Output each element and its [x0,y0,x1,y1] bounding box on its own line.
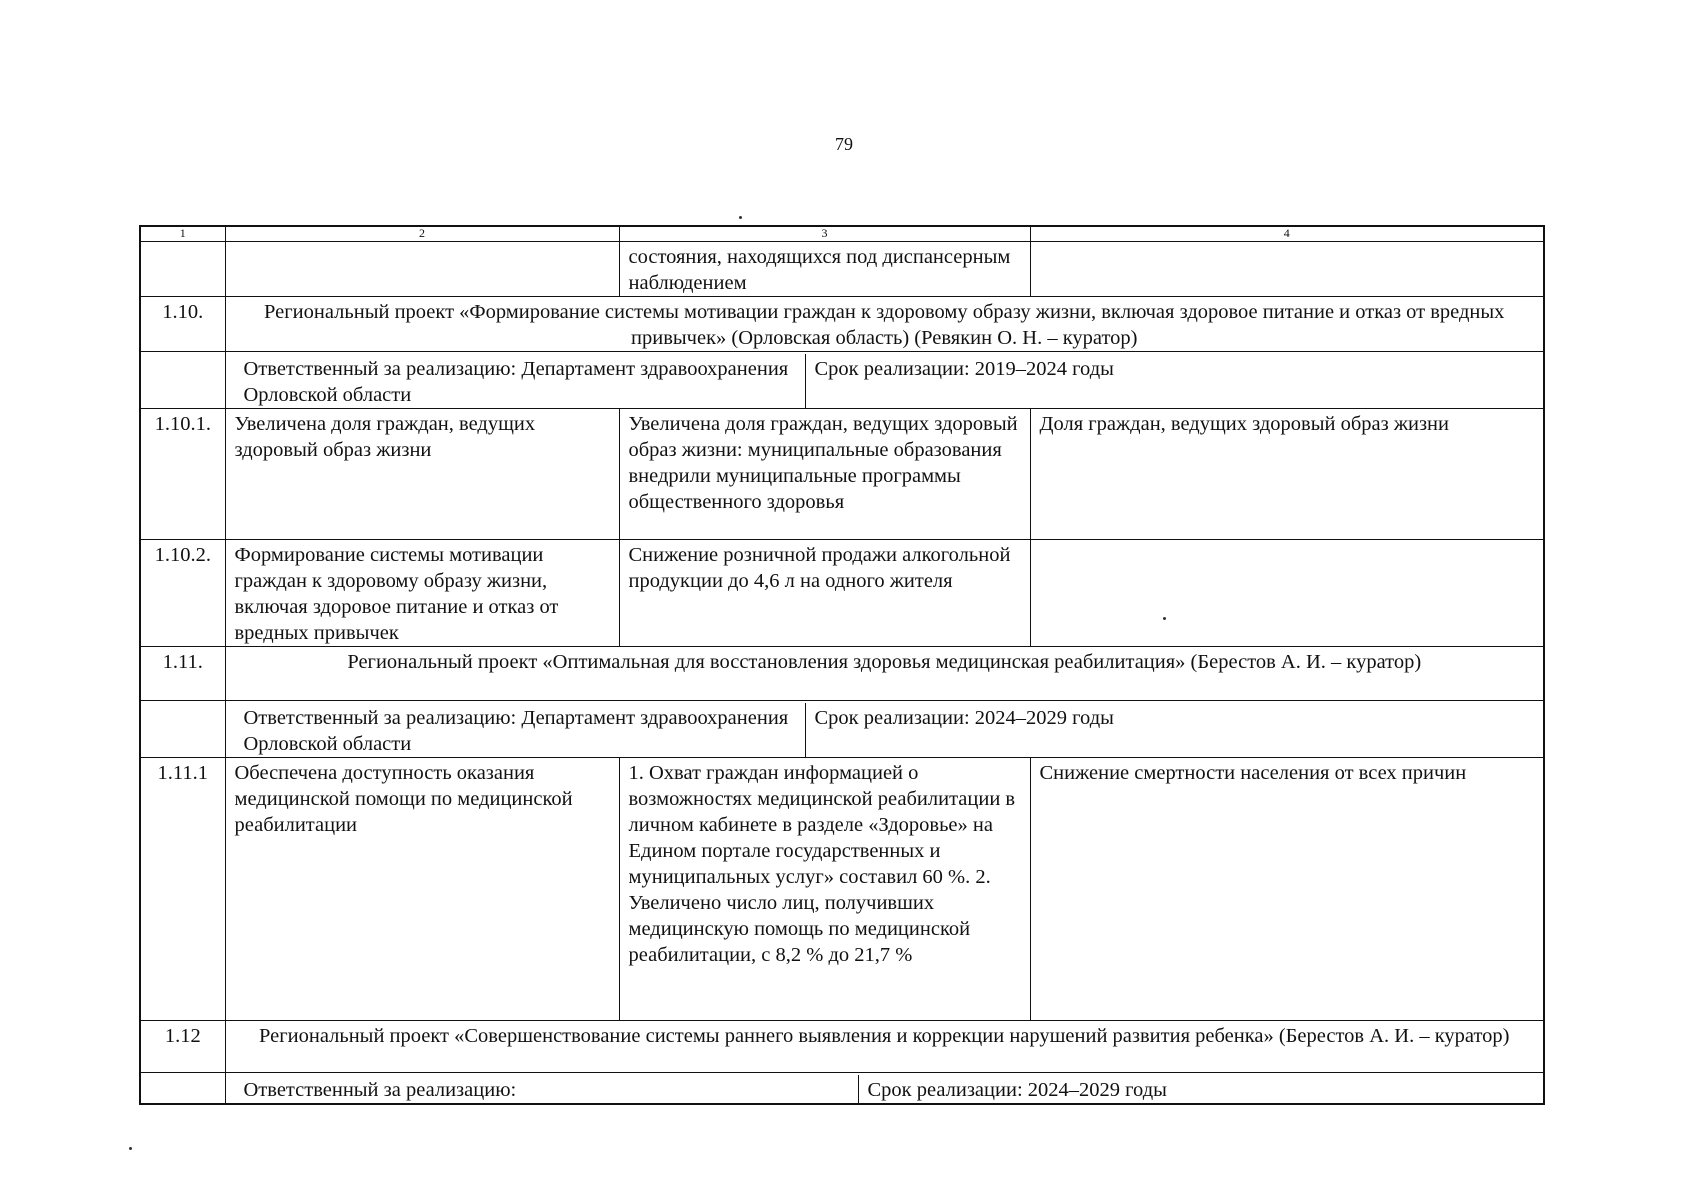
responsible-label: Ответственный за реализацию: Департамент здравоохранения Орловской области [235,354,806,408]
row-number: 1.10.2. [140,540,225,647]
project-title: Региональный проект «Оптимальная для восстановления здоровья медицинская реабилитация» (Берестов А. И. – куратор) [225,647,1544,701]
cell-col4: Снижение смертности населения от всех причин [1030,758,1544,1021]
row-number [140,1073,225,1105]
responsible-row [140,352,1544,409]
cell-col3: Увеличена доля граждан, ведущих здоровый образ жизни: муниципальные образования внедрили муниципальные программы общественного здоровья [619,409,1030,540]
term-label: Срок реализации: 2024–2029 годы [867,1079,1167,1101]
cell-col2: Обеспечена доступность оказания медицинской помощи по медицинской реабилитации [225,758,619,1021]
column-number-row [140,226,1544,242]
cell-col3: состояния, находящихся под диспансерным наблюдением [619,242,1030,297]
responsible-term-cell [225,1073,1544,1105]
project-row [140,647,1544,701]
scan-speck [129,1147,132,1150]
column-number: 4 [1030,226,1544,242]
column-number: 3 [619,226,1030,242]
row-number: 1.11.1 [140,758,225,1021]
cell-col2 [225,242,619,297]
term-label: Срок реализации: 2019–2024 годы [814,358,1114,380]
cell-col3: Снижение розничной продажи алкогольной продукции до 4,6 л на одного жителя [619,540,1030,647]
project-row [140,1021,1544,1073]
row-number: 1.10. [140,297,225,352]
scan-speck [739,216,742,219]
responsible-row [140,1073,1544,1105]
plan-table [139,225,1545,1105]
responsible-label: Ответственный за реализацию: [235,1075,859,1103]
row-number [140,701,225,758]
row-number: 1.11. [140,647,225,701]
row-number: 1.12 [140,1021,225,1073]
cell-col4 [1030,540,1544,647]
responsible-label: Ответственный за реализацию: Департамент здравоохранения Орловской области [235,703,806,757]
row-number: 1.10.1. [140,409,225,540]
cell-col3: 1. Охват граждан информацией о возможностях медицинской реабилитации в личном кабинете в разделе «Здоровье» на Едином портале государственных и муниципальных услуг» составил 60 %. 2. Увеличено число лиц, получивших медицинскую помощь по медицинской реабилитации, с 8,2 % до 21,7 % [619,758,1030,1021]
cell-col4 [1030,242,1544,297]
responsible-term-cell [225,352,1544,409]
responsible-term-cell [225,701,1544,758]
table-row [140,409,1544,540]
project-title: Региональный проект «Совершенствование системы раннего выявления и коррекции нарушений развития ребенка» (Берестов А. И. – куратор) [225,1021,1544,1073]
responsible-row [140,701,1544,758]
table-row [140,758,1544,1021]
row-number [140,242,225,297]
table-row [140,540,1544,647]
column-number: 2 [225,226,619,242]
row-number [140,352,225,409]
cell-col2: Формирование системы мотивации граждан к здоровому образу жизни, включая здоровое питание и отказ от вредных привычек [225,540,619,647]
project-row [140,297,1544,352]
cell-col2: Увеличена доля граждан, ведущих здоровый образ жизни [225,409,619,540]
page-number: 79 [835,134,853,154]
cell-col4: Доля граждан, ведущих здоровый образ жизни [1030,409,1544,540]
column-number: 1 [140,226,225,242]
term-label: Срок реализации: 2024–2029 годы [814,707,1114,729]
project-title: Региональный проект «Формирование системы мотивации граждан к здоровому образу жизни, включая здоровое питание и отказ от вредных привычек» (Орловская область) (Ревякин О. Н. – куратор) [225,297,1544,352]
table-row [140,242,1544,297]
